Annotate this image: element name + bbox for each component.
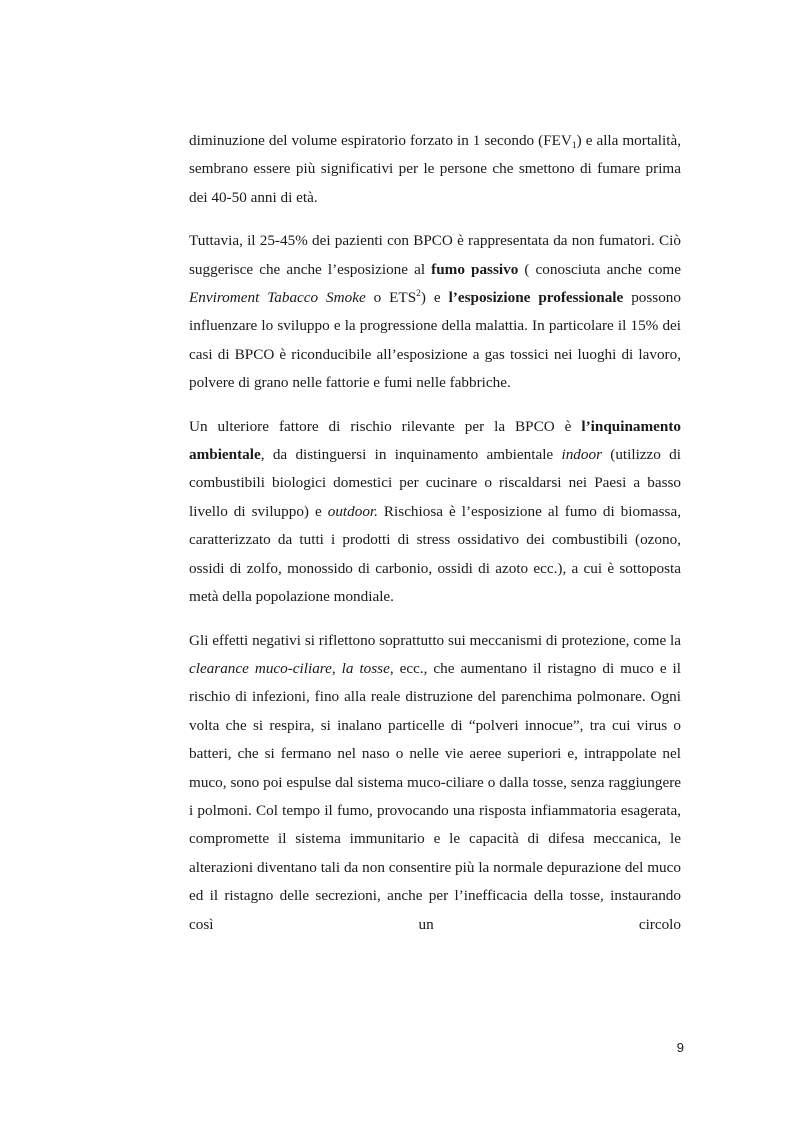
document-body (189, 127, 681, 954)
text-run: Rischiosa è l’esposizione al fumo di biomassa, caratterizzato da tutti i prodotti di stress ossidativo dei combustibili (ozono, ossidi di zolfo, monossido di carbonio, ossidi di azoto ecc.), a cui è sottoposta metà della popolazione mondiale. (189, 502, 681, 606)
emphasis-italic: clearance muco-ciliare (189, 659, 332, 677)
script-text: 2 (416, 289, 421, 300)
emphasis-italic: indoor (561, 446, 602, 464)
paragraph (189, 127, 681, 212)
text-run: Gli effetti negativi si riflettono soprattutto sui meccanismi di protezione, come la (189, 631, 681, 649)
text-run: possono influenzare lo sviluppo e la progressione della malattia. In particolare il 15% dei casi di BPCO è riconducibile all’esposizione a gas tossici nei luoghi di lavoro, polvere di grano nelle fattorie e fumi nelle fabbriche. (189, 289, 681, 392)
emphasis-italic: Enviroment Tabacco Smoke (189, 289, 366, 307)
paragraph (189, 227, 681, 397)
emphasis-italic: outdoor. (327, 502, 378, 520)
text-run: Tuttavia, il 25-45% dei pazienti con BPCO è rappresentata da non fumatori. Ciò suggerisce che anche l’esposizione al (189, 232, 681, 278)
emphasis-bold: l’inquinamento ambientale (189, 417, 681, 464)
page-number: 9 (676, 1040, 684, 1055)
text-run: , ecc., che aumentano il ristagno di muco e il rischio di infezioni, fino alla reale distruzione del parenchima polmonare. Ogni volta che si respira, si inalano particelle di “polveri innocue”, tra cui virus o batteri, che si fermano nel naso o nelle vie aeree superiori e, intrappolate nel muco, sono poi espulse dal sistema muco-ciliare o dalla tosse, senza raggiungere i polmoni. Col tempo il fumo, provocando una risposta infiammatoria esagerata, compromette il sistema immunitario e le capacità di difesa meccanica, le alterazioni diventano tali da non consentire più la normale depurazione del muco ed il ristagno delle secrezioni, anche per l’inefficacia della tosse, instaurando così un circolo (189, 659, 681, 933)
emphasis-bold: l’esposizione professionale (448, 289, 624, 307)
emphasis-bold: fumo passivo (431, 260, 519, 278)
text-run: , (331, 659, 342, 677)
paragraph (189, 413, 681, 612)
text-run: ) e alla mortalità, sembrano essere più significativi per le persone che smettono di fumare prima dei 40-50 anni di età. (189, 132, 681, 206)
emphasis-italic: la tosse (341, 659, 390, 677)
text-run: (utilizzo di combustibili biologici domestici per cucinare o riscaldarsi nei Paesi a basso livello di sviluppo) e (189, 446, 681, 520)
text-run: ( conosciuta anche come (518, 260, 681, 278)
paragraph (189, 627, 681, 939)
text-run: o ETS (365, 289, 417, 307)
script-text: 1 (571, 141, 577, 151)
text-run: ) e (420, 289, 449, 307)
text-run: , da distinguersi in inquinamento ambientale (260, 446, 562, 464)
text-run: Un ulteriore fattore di rischio rilevante per la BPCO è (189, 417, 582, 435)
text-run: diminuzione del volume espiratorio forzato in 1 secondo (FEV (189, 132, 572, 149)
